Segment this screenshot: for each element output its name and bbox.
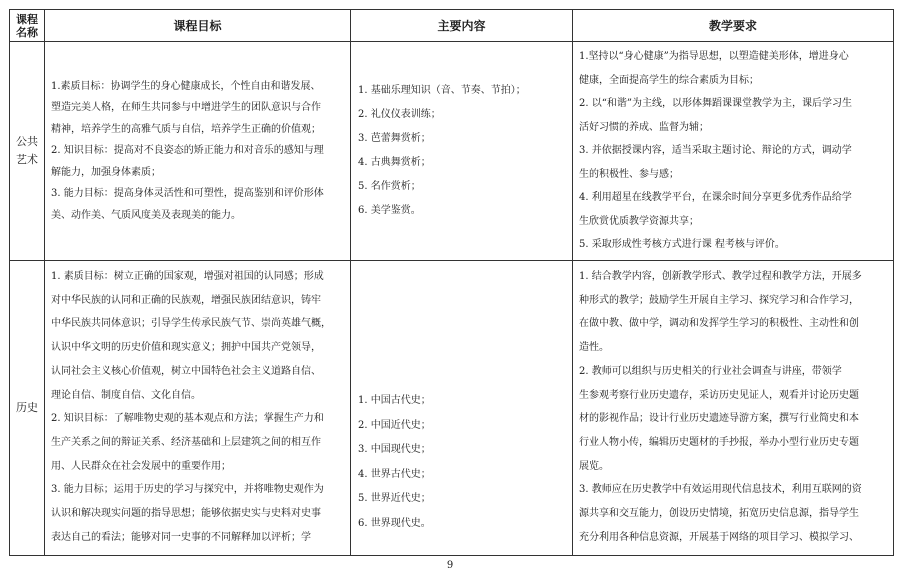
course-name-cell: 公共 艺术 [10,42,45,261]
text-line: 3. 芭蕾舞赏析； [358,133,431,144]
text-line: 用、人民群众在社会发展中的重要作用； [51,460,231,472]
text-line: 1.坚持以“身心健康”为指导思想，以塑造健美形体，增进身心 [579,51,849,63]
table-row [10,261,894,556]
text-line: 2. 知识目标：提高对不良姿态的矫正能力和对音乐的感知与理 [51,145,324,157]
page-number: 9 [446,560,454,571]
requirements-text [573,45,893,257]
text-line: 2. 礼仪仪表训练； [358,109,441,120]
goals-cell [45,261,351,556]
text-line: 2. 中国近代史； [358,419,431,431]
text-line: 1. 中国古代史； [358,395,431,406]
requirements-cell [573,261,894,556]
text-line: 2. 教师可以组织与历史相关的行业社会调查与讲座，带领学 [579,365,842,377]
text-line: 美、动作美、气质风度美及表现美的能力。 [51,209,241,221]
text-line: 3. 中国现代史； [358,444,431,455]
requirements-text [573,265,893,549]
text-line: 2. 以“和谐”为主线，以形体舞蹈课课堂教学为主，课后学习生 [579,98,852,110]
header-course-goals: 课程目标 [45,10,351,42]
goals-text [45,265,350,549]
text-line: 材的影视作品；设计行业历史遗迹导游方案，撰写行业简史和本 [579,413,859,425]
table-row [10,42,894,261]
text-line: 2. 知识目标：了解唯物史观的基本观点和方法；掌握生产力和 [51,413,324,425]
text-line: 塑造完美人格，在师生共同参与中增进学生的团队意识与合作 [51,102,321,114]
text-line: 行业人物小传，编辑历史题材的手抄报，举办小型行业历史专题 [579,436,859,448]
text-line: 中华民族共同体意识；引导学生传承民族气节、崇尚英雄气概， [51,318,331,330]
text-line: 4. 古典舞赏析； [358,157,431,168]
text-line: 3. 教师应在历史教学中有效运用现代信息技术，利用互联网的资 [579,484,862,496]
text-line: 4. 利用超星在线教学平台，在课余时间分享更多优秀作品给学 [579,192,852,204]
header-main-content: 主要内容 [351,10,573,42]
text-line: 1. 素质目标：树立正确的国家观，增强对祖国的认同感；形成 [51,271,324,282]
text-line: 精神，培养学生的高雅气质与自信，培养学生正确的价值观； [51,123,321,135]
text-line: 在做中教、做中学，调动和发挥学生学习的积极性、主动性和创 [579,318,859,330]
goals-text [45,76,350,227]
text-line: 生的积极性、参与感； [579,168,679,180]
text-line: 理论自信、制度自信、文化自信。 [51,389,201,401]
text-line: 展览。 [579,460,609,472]
text-line: 5. 名作赏析； [358,181,421,192]
text-line: 3. 并依据授课内容，适当采取主题讨论、辩论的方式，调动学 [579,145,852,157]
text-line: 表达自己的看法；能够对同一史事的不同解释加以评析；学 [51,531,311,543]
text-line: 解能力，加强身体素质； [51,166,161,178]
content-text [351,79,572,223]
header-teaching-requirements: 教学要求 [573,10,894,42]
text-line: 1.素质目标：协调学生的身心健康成长，个性自由和谐发展、 [51,80,321,92]
text-line: 5. 世界近代史； [358,493,431,504]
course-name-cell: 历史 [10,261,45,556]
text-line: 生参观考察行业历史遗存，采访历史见证人，观看并讨论历史题 [579,389,859,401]
requirements-cell [573,42,894,261]
text-line: 活好习惯的养成、监督为辅； [579,121,709,133]
header-course-name: 课程 名称 [10,10,45,42]
text-line: 4. 世界古代史； [358,468,431,480]
text-line: 认识和解决现实问题的指导思想；能够依据史实与史料对史事 [51,508,321,520]
text-line: 5. 采取形成性考核方式进行课 程考核与评价。 [579,239,785,251]
text-line: 种形式的教学；鼓励学生开展自主学习、探究学习和合作学习， [579,294,859,306]
text-line: 充分利用各种信息资源，开展基于网络的项目学习、模拟学习、 [579,531,859,543]
text-line: 6. 美学鉴赏。 [358,205,421,216]
text-line: 1. 基础乐理知识（音、节奏、节拍）； [358,85,526,96]
text-line: 生欣赏优质教学资源共享； [579,215,699,227]
text-line: 3. 能力目标；运用于历史的学习与探究中，并将唯物史观作为 [51,484,324,496]
table-header-row [10,10,894,42]
text-line: 6. 世界现代史。 [358,517,431,529]
text-line: 造性。 [579,342,609,354]
text-line: 源共享和交互能力，创设历史情境，拓宽历史信息源，指导学生 [579,508,859,520]
text-line: 3. 能力目标：提高身体灵活性和可塑性，提高鉴别和评价形体 [51,188,324,200]
text-line: 1. 结合教学内容，创新教学形式、教学过程和教学方法，开展多 [579,271,862,282]
goals-cell [45,42,351,261]
text-line: 认识中华文明的历史价值和现实意义；拥护中国共产党领导， [51,342,321,354]
text-line: 健康，全面提高学生的综合素质为目标； [579,74,759,86]
content-cell [351,261,573,556]
text-line: 对中华民族的认同和正确的民族观，增强民族团结意识，铸牢 [51,294,321,306]
text-line: 认同社会主义核心价值观，树立中国特色社会主义道路自信、 [51,365,321,377]
content-cell [351,42,573,261]
content-text [351,261,572,536]
curriculum-table [9,9,894,556]
text-line: 生产关系之间的辩证关系、经济基础和上层建筑之间的相互作 [51,436,321,448]
